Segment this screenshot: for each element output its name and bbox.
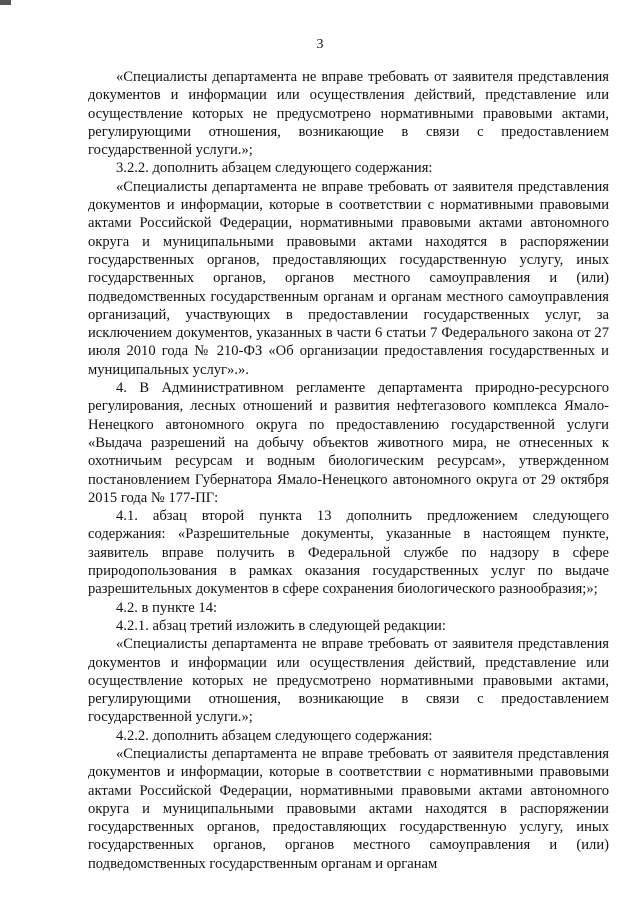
paragraph-1: «Специалисты департамента не вправе требовать от заявителя представления документов и информации или осуществления действий, представление или осуществление которых не предусмотрено нормативными правовыми актами, регулирующими отношения, возникающие в связи с предоставлением государственной услуги.»;	[88, 69, 609, 159]
scan-corner-mark	[0, 0, 11, 5]
page-number: 3	[316, 37, 324, 52]
paragraph-6: 4.2. в пункте 14:	[116, 599, 218, 616]
paragraph-10: «Специалисты департамента не вправе требовать от заявителя представления документов и информации, которые в соответствии с нормативными правовыми актами Российской Федерации, нормативными правовыми актами автономного округа и муниципальными правовыми актами находятся в распоряжении государственных органов, предоставляющих государственную услугу, иных государственных органов, органов местного самоуправления и (или) подведомственных государственным органам и органам	[88, 745, 609, 872]
paragraph-7: 4.2.1. абзац третий изложить в следующей редакции:	[116, 617, 446, 634]
paragraph-8: «Специалисты департамента не вправе требовать от заявителя представления документов и информации или осуществления действий, представление или осуществление которых не предусмотрено нормативными правовыми актами, регулирующими отношения, возникающие в связи с предоставлением государственной услуги.»;	[88, 636, 609, 726]
paragraph-3: «Специалисты департамента не вправе требовать от заявителя представления документов и информации, которые в соответствии с нормативными правовыми актами Российской Федерации, нормативными правовыми актами автономного округа и муниципальными правовыми актами находятся в распоряжении государственных органов, предоставляющих государственную услугу, иных государственных органов, органов местного самоуправления и (или) подведомственных государственным органам и органам местного самоуправления организаций, участвующих в предоставлении государственных услуг, за исключением документов, указанных в части 6 статьи 7 Федерального закона от 27 июля 2010 года № 210-ФЗ «Об организации предоставления государственных и муниципальных услуг».».	[88, 178, 609, 378]
paragraph-2: 3.2.2. дополнить абзацем следующего содержания:	[116, 160, 433, 177]
paragraph-4: 4. В Административном регламенте департамента природно-ресурсного регулирования, лесных отношений и развития нефтегазового комплекса Ямало-Ненецкого автономного округа по предоставлению государственной услуги «Выдача разрешений на добычу объектов животного мира, не отнесенных к охотничьим ресурсам и водным биологическим ресурсам», утвержденном постановлением Губернатора Ямало-Ненецкого автономного округа от 29 октября 2015 года № 177-ПГ:	[88, 380, 609, 506]
document-body	[88, 68, 609, 873]
paragraph-9: 4.2.2. дополнить абзацем следующего содержания:	[116, 727, 433, 744]
paragraph-5: 4.1. абзац второй пункта 13 дополнить предложением следующего содержания: «Разрешительные документы, указанные в настоящем пункте, заявитель вправе получить в Федеральной службе по надзору в сфере природопользования в рамках оказания государственных услуг по выдаче разрешительных документов в сфере сохранения биологического разнообразия;»;	[88, 508, 609, 598]
